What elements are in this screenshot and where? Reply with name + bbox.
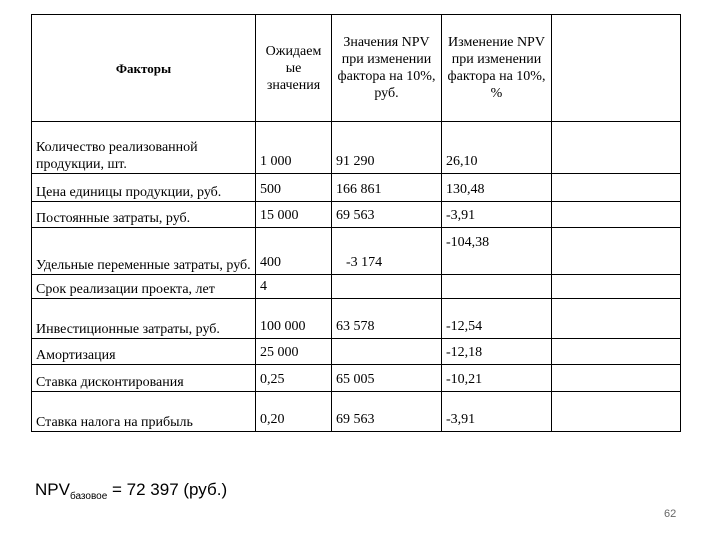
empty-cell xyxy=(552,174,681,202)
table-row xyxy=(32,339,681,365)
empty-cell xyxy=(552,275,681,299)
npv-cell xyxy=(332,275,442,299)
expected-cell: 0,20 xyxy=(256,392,332,432)
header-expected: Ожидаем ые значения xyxy=(256,15,332,122)
empty-cell xyxy=(552,299,681,339)
header-empty-cell xyxy=(552,15,681,122)
empty-cell xyxy=(552,392,681,432)
table-row xyxy=(32,392,681,432)
table-row xyxy=(32,299,681,339)
empty-cell xyxy=(552,122,681,174)
header-npv-percent: Изменение NPV при изменении фактора на 10%, % xyxy=(442,15,552,122)
empty-cell xyxy=(552,339,681,365)
table-row xyxy=(32,174,681,202)
factor-cell: Удельные переменные затраты, руб. xyxy=(32,228,256,275)
npv-cell: 63 578 xyxy=(332,299,442,339)
expected-cell: 400 xyxy=(256,228,332,275)
factor-cell: Ставка дисконтирования xyxy=(32,365,256,392)
expected-cell: 100 000 xyxy=(256,299,332,339)
factor-cell: Срок реализации проекта, лет xyxy=(32,275,256,299)
table-row xyxy=(32,275,681,299)
table-row xyxy=(32,122,681,174)
pct-cell: -3,91 xyxy=(442,392,552,432)
npv-label: NPV xyxy=(35,480,70,499)
expected-cell: 15 000 xyxy=(256,202,332,228)
table-row xyxy=(32,228,681,275)
factor-cell: Амортизация xyxy=(32,339,256,365)
expected-cell: 25 000 xyxy=(256,339,332,365)
expected-cell: 0,25 xyxy=(256,365,332,392)
empty-cell xyxy=(552,365,681,392)
expected-cell: 1 000 xyxy=(256,122,332,174)
pct-cell: -104,38 xyxy=(442,228,552,275)
header-npv-value: Значения NPV при изменении фактора на 10%, руб. xyxy=(332,15,442,122)
factor-cell: Количество реализованной продукции, шт. xyxy=(32,122,256,174)
pct-cell: 130,48 xyxy=(442,174,552,202)
page-number: 62 xyxy=(664,508,677,520)
npv-cell: 65 005 xyxy=(332,365,442,392)
npv-base-formula xyxy=(35,480,227,502)
expected-cell: 4 xyxy=(256,275,332,299)
npv-subscript: базовое xyxy=(69,491,108,502)
empty-cell xyxy=(552,228,681,275)
pct-cell: -12,54 xyxy=(442,299,552,339)
table-row xyxy=(32,365,681,392)
table-row xyxy=(32,202,681,228)
empty-cell xyxy=(552,202,681,228)
npv-cell: 91 290 xyxy=(332,122,442,174)
npv-cell: 166 861 xyxy=(332,174,442,202)
npv-cell: -3 174 xyxy=(332,228,442,275)
npv-cell xyxy=(332,339,442,365)
npv-cell: 69 563 xyxy=(332,202,442,228)
header-factors: Факторы xyxy=(32,15,256,122)
factor-cell: Постоянные затраты, руб. xyxy=(32,202,256,228)
factor-cell: Ставка налога на прибыль xyxy=(32,392,256,432)
pct-cell xyxy=(442,275,552,299)
pct-cell: 26,10 xyxy=(442,122,552,174)
pct-cell: -12,18 xyxy=(442,339,552,365)
npv-base-value: = 72 397 (руб.) xyxy=(107,480,228,499)
factors-table xyxy=(31,14,681,432)
factor-cell: Инвестиционные затраты, руб. xyxy=(32,299,256,339)
npv-cell: 69 563 xyxy=(332,392,442,432)
pct-cell: -10,21 xyxy=(442,365,552,392)
factor-cell: Цена единицы продукции, руб. xyxy=(32,174,256,202)
table-header-row xyxy=(32,15,681,122)
expected-cell: 500 xyxy=(256,174,332,202)
pct-cell: -3,91 xyxy=(442,202,552,228)
